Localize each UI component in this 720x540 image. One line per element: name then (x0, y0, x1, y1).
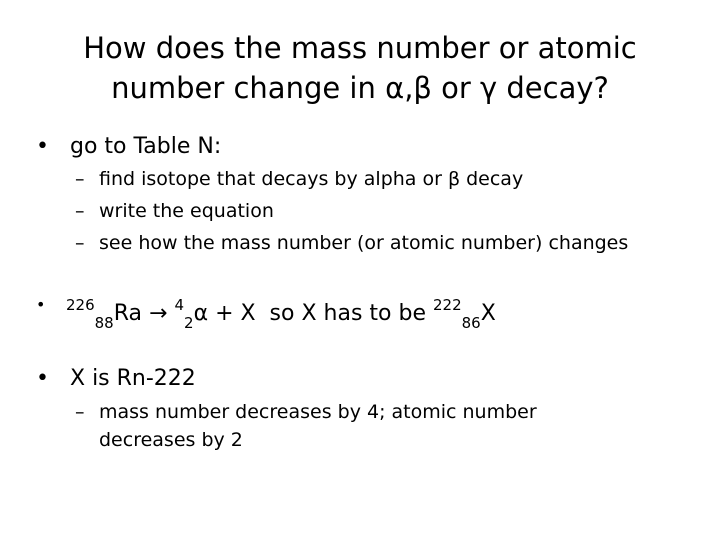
product-atomic-number: 86 (461, 314, 481, 332)
bullet-marker: • (36, 295, 46, 314)
sub-bullet-text: find isotope that decays by alpha or β decay (99, 168, 524, 190)
dash-marker: – (75, 200, 85, 222)
product-symbol: X (480, 301, 496, 326)
dash-marker: – (75, 168, 85, 190)
alpha-symbol: α (193, 301, 209, 326)
decay-equation (36, 287, 496, 341)
reaction-arrow: → (149, 301, 168, 326)
sub-bullet-text: mass number decreases by 4; atomic number decreases by 2 (99, 401, 537, 451)
alpha-mass-number: 4 (174, 296, 185, 314)
equation-line (66, 287, 496, 341)
sub-bullet-text: see how the mass number (or atomic number) changes (99, 232, 629, 254)
dash-marker: – (75, 232, 85, 254)
sub-bullet-write-equation (75, 197, 274, 225)
bullet-text: go to Table N: (70, 134, 222, 159)
slide-title: How does the mass number or atomic number change in α,β or γ decay? (83, 31, 637, 105)
alpha-atomic-number: 2 (184, 314, 194, 332)
parent-atomic-number: 88 (94, 314, 114, 332)
parent-symbol: Ra (113, 301, 143, 326)
bullet-table-n (36, 133, 221, 161)
bullet-marker: • (36, 134, 49, 159)
sub-bullet-text: write the equation (99, 200, 274, 222)
equation-middle-text: + X so X has to be (208, 301, 433, 326)
product-mass-number: 222 (433, 296, 462, 314)
sub-bullet-find-isotope (75, 165, 523, 193)
sub-bullet-see-change (75, 229, 635, 257)
bullet-x-is-rn (36, 365, 196, 393)
parent-mass-number: 226 (66, 296, 95, 314)
bullet-marker: • (36, 366, 49, 391)
sub-bullet-decrease (75, 398, 635, 454)
bullet-text: X is Rn-222 (70, 366, 196, 391)
dash-marker: – (75, 401, 85, 423)
